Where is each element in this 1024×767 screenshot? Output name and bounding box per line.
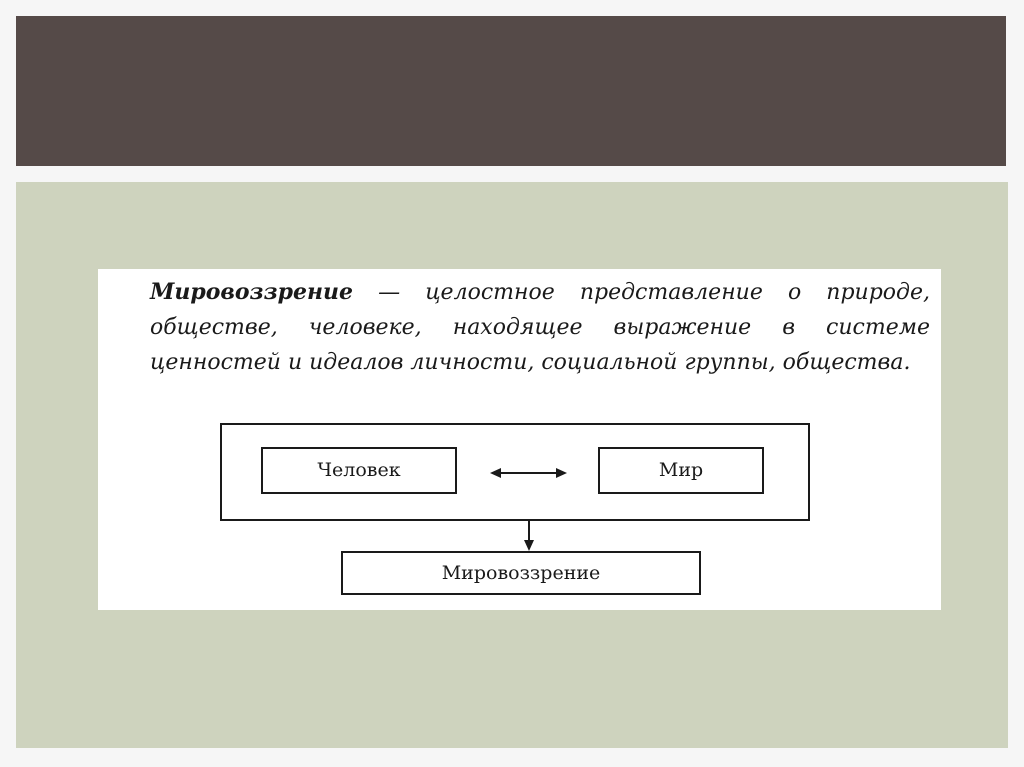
definition-dash: — <box>353 280 426 305</box>
double-arrow <box>490 468 567 478</box>
right-box-label: Мир <box>658 459 704 481</box>
definition-term: Мировоззрение <box>150 279 354 305</box>
left-box-label: Человек <box>317 459 401 481</box>
down-arrow <box>524 520 534 551</box>
worldview-diagram <box>98 269 941 610</box>
result-box-label: Мировоззрение <box>441 562 601 584</box>
textbook-figure <box>98 269 941 610</box>
definition-body: целостное представление о природе, обществе, человеке, находящее выражение в системе ценностей и идеалов личности, социальной группы, общества. <box>150 280 930 375</box>
slide-title-bar <box>16 16 1006 166</box>
